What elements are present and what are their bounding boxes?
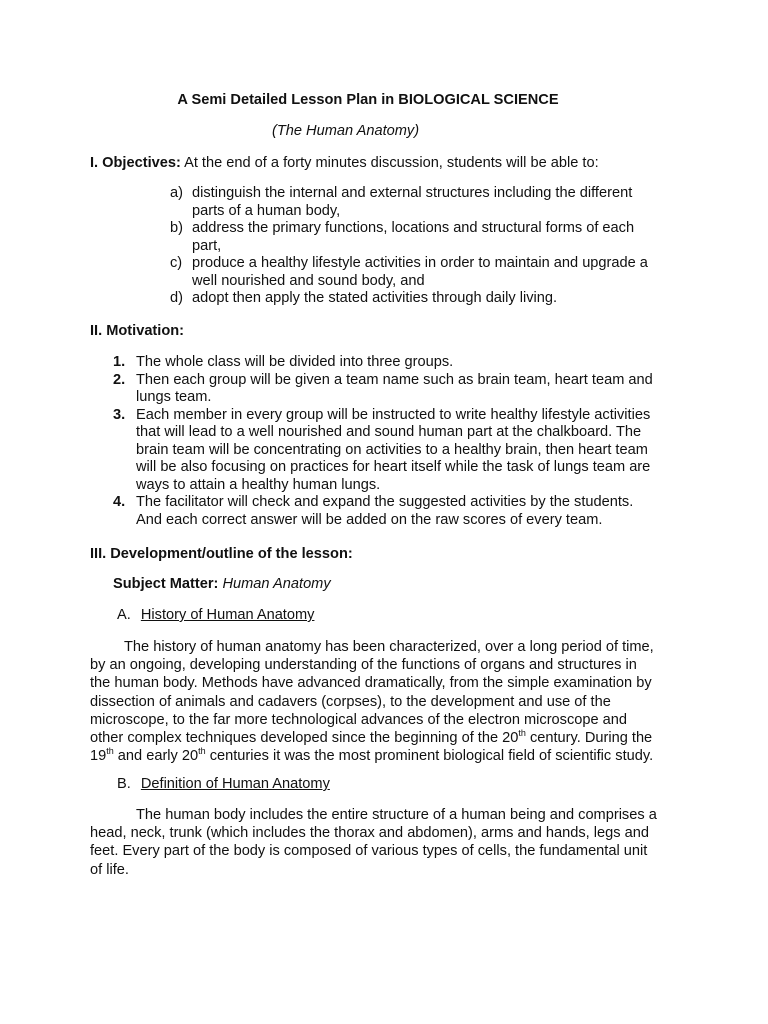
section-b-line: feet. Every part of the body is composed of various types of cells, the fundamental unit: [90, 843, 648, 860]
section-a-line: dissection of animals and cadavers (corpses), to the development and use of the: [90, 693, 611, 710]
subject-matter-label: Subject Matter:: [113, 576, 219, 592]
list-item-line: lungs team.: [136, 389, 212, 405]
section-b-line: head, neck, trunk (which includes the thorax and abdomen), arms and hands, legs and: [90, 825, 649, 842]
section-a-marker: A.: [117, 607, 131, 623]
list-item-line: well nourished and sound body, and: [192, 272, 425, 289]
text-run: centuries it was the most prominent biological field of scientific study.: [205, 748, 654, 765]
list-item-line: Then each group will be given a team name such as brain team, heart team and: [136, 371, 653, 388]
motivation-heading: II. Motivation:: [90, 323, 185, 339]
list-item-line: Each member in every group will be instructed to write healthy lifestyle activities: [136, 406, 651, 423]
motivation-item: [113, 494, 703, 529]
development-heading: III. Development/outline of the lesson:: [90, 546, 353, 562]
motivation-list: [113, 354, 703, 529]
list-marker: 3.: [113, 406, 126, 423]
section-a-line: by an ongoing, developing understanding of the functions of organs and structures in: [90, 657, 637, 674]
list-marker: a): [170, 185, 183, 201]
section-a-line-7: [90, 747, 690, 765]
superscript: th: [518, 728, 526, 739]
document-subtitle: (The Human Anatomy): [272, 123, 420, 139]
motivation-item: [113, 407, 703, 495]
list-item-line: parts of a human body,: [192, 202, 341, 219]
list-marker: b): [170, 220, 183, 236]
list-marker: 2.: [113, 371, 126, 388]
list-marker: d): [170, 290, 183, 306]
text-run: 19: [90, 748, 107, 765]
text-run: century. During the: [525, 730, 653, 747]
section-a-line: the human body. Methods have advanced dramatically, from the simple examination by: [90, 675, 652, 692]
subject-matter-line: [113, 576, 331, 594]
section-b-paragraph: [90, 806, 690, 879]
motivation-item: [113, 354, 703, 372]
objective-item: [170, 255, 730, 290]
list-item-line: produce a healthy lifestyle activities in order to maintain and upgrade a: [192, 255, 648, 271]
section-a-line: microscope, to the far more technological advances of the electron microscope and: [90, 711, 628, 728]
list-item-line: The whole class will be divided into three groups.: [136, 354, 454, 370]
list-item-line: address the primary functions, locations and structural forms of each: [192, 220, 635, 236]
objectives-list: [170, 185, 730, 308]
list-item-line: that will lead to a well nourished and sound human part at the chalkboard. The: [136, 424, 642, 440]
subject-matter-value: Human Anatomy: [222, 576, 331, 592]
section-a-line-6: [90, 729, 690, 747]
list-marker: c): [170, 255, 183, 271]
list-item-line: distinguish the internal and external structures including the different: [192, 185, 633, 201]
list-item-line: will be also focusing on practices for heart itself while the task of lungs team are: [136, 459, 651, 475]
list-item-line: The facilitator will check and expand the suggested activities by the students.: [136, 494, 634, 510]
text-run: other complex techniques developed since the beginning of the 20: [90, 730, 519, 747]
list-item-line: And each correct answer will be added on the raw scores of every team.: [136, 511, 603, 528]
list-item-line: ways to attain a healthy human lungs.: [136, 476, 381, 493]
list-item-line: part,: [192, 237, 222, 254]
text-run: and early 20: [113, 748, 199, 765]
objectives-heading: I. Objectives:: [90, 155, 181, 171]
list-item-line: adopt then apply the stated activities through daily living.: [192, 290, 558, 306]
objectives-intro: At the end of a forty minutes discussion, students will be able to:: [184, 155, 599, 171]
section-b-line: of life.: [90, 861, 129, 878]
list-marker: 1.: [113, 354, 126, 370]
objective-item: [170, 220, 730, 255]
section-b-marker: B.: [117, 776, 131, 792]
motivation-item: [113, 372, 703, 407]
section-b-title: Definition of Human Anatomy: [140, 776, 330, 792]
list-marker: 4.: [113, 494, 126, 510]
section-a-line: The history of human anatomy has been characterized, over a long period of time,: [124, 639, 654, 655]
superscript: th: [198, 746, 206, 757]
section-b-heading: [117, 776, 330, 794]
section-a-paragraph: [90, 638, 690, 765]
section-b-line: The human body includes the entire structure of a human being and comprises a: [136, 807, 657, 823]
section-a-heading: [117, 607, 314, 625]
objectives-line: [90, 155, 599, 173]
document-title: A Semi Detailed Lesson Plan in BIOLOGICAL SCIENCE: [177, 92, 559, 108]
objective-item: [170, 185, 730, 220]
section-a-title: History of Human Anatomy: [140, 607, 315, 623]
list-item-line: brain team will be concentrating on activities to a healthy brain, then heart team: [136, 441, 648, 458]
objective-item: [170, 290, 730, 308]
superscript: th: [106, 746, 114, 757]
